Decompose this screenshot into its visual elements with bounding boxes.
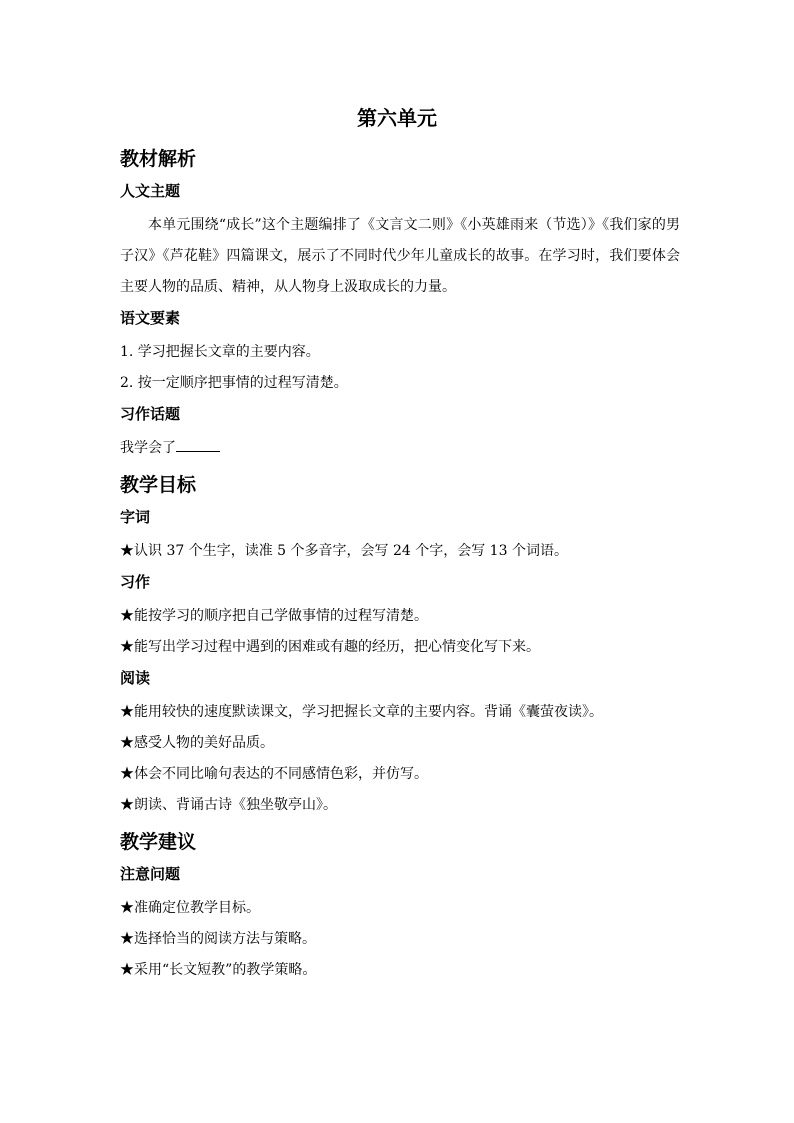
subheading-reading: 阅读 bbox=[120, 669, 151, 687]
list-item: ★准确定位教学目标。 bbox=[120, 900, 260, 916]
section-heading-teaching-suggestions: 教学建议 bbox=[120, 831, 197, 853]
section-heading-teaching-goals: 教学目标 bbox=[120, 474, 197, 496]
writing-topic-line bbox=[120, 433, 680, 464]
subheading-attention-points: 注意问题 bbox=[120, 865, 181, 883]
list-item: ★选择恰当的阅读方法与策略。 bbox=[120, 931, 316, 947]
list-item: ★感受人物的美好品质。 bbox=[120, 735, 274, 751]
subheading-words: 字词 bbox=[120, 508, 151, 526]
fill-in-blank bbox=[176, 437, 220, 452]
list-item: ★认识 37 个生字，读准 5 个多音字，会写 24 个字，会写 13 个词语。 bbox=[120, 543, 568, 559]
subheading-language-elements: 语文要素 bbox=[120, 309, 181, 327]
list-item: ★能写出学习过程中遇到的困难或有趣的经历，把心情变化写下来。 bbox=[120, 639, 540, 655]
subheading-writing-topic: 习作话题 bbox=[120, 405, 181, 423]
list-item: ★朗读、背诵古诗《独坐敬亭山》。 bbox=[120, 797, 337, 813]
page-title: 第六单元 bbox=[357, 106, 437, 130]
list-item: 1. 学习把握长文章的主要内容。 bbox=[120, 344, 320, 360]
section-heading-textbook-analysis: 教材解析 bbox=[120, 148, 197, 170]
subheading-humanistic-theme: 人文主题 bbox=[120, 182, 181, 200]
list-item: ★体会不同比喻句表达的不同感情色彩，并仿写。 bbox=[120, 766, 428, 782]
theme-paragraph: 本单元围绕“成长”这个主题编排了《文言文二则》《小英雄雨来（节选）》《我们家的男子汉》《芦花鞋》四篇课文，展示了不同时代少年儿童成长的故事。在学习时，我们要体会主要人物的品质、精神，从人物身上汲取成长的力量。 bbox=[120, 217, 680, 295]
list-item: 2. 按一定顺序把事情的过程写清楚。 bbox=[120, 375, 348, 391]
list-item: ★能按学习的顺序把自己学做事情的过程写清楚。 bbox=[120, 608, 428, 624]
list-item: ★采用“长文短教”的教学策略。 bbox=[120, 962, 317, 978]
list-item: ★能用较快的速度默读课文，学习把握长文章的主要内容。背诵《囊萤夜读》。 bbox=[120, 704, 603, 720]
document-body bbox=[120, 146, 680, 986]
subheading-writing: 习作 bbox=[120, 573, 151, 591]
writing-topic-text: 我学会了 bbox=[120, 440, 176, 456]
